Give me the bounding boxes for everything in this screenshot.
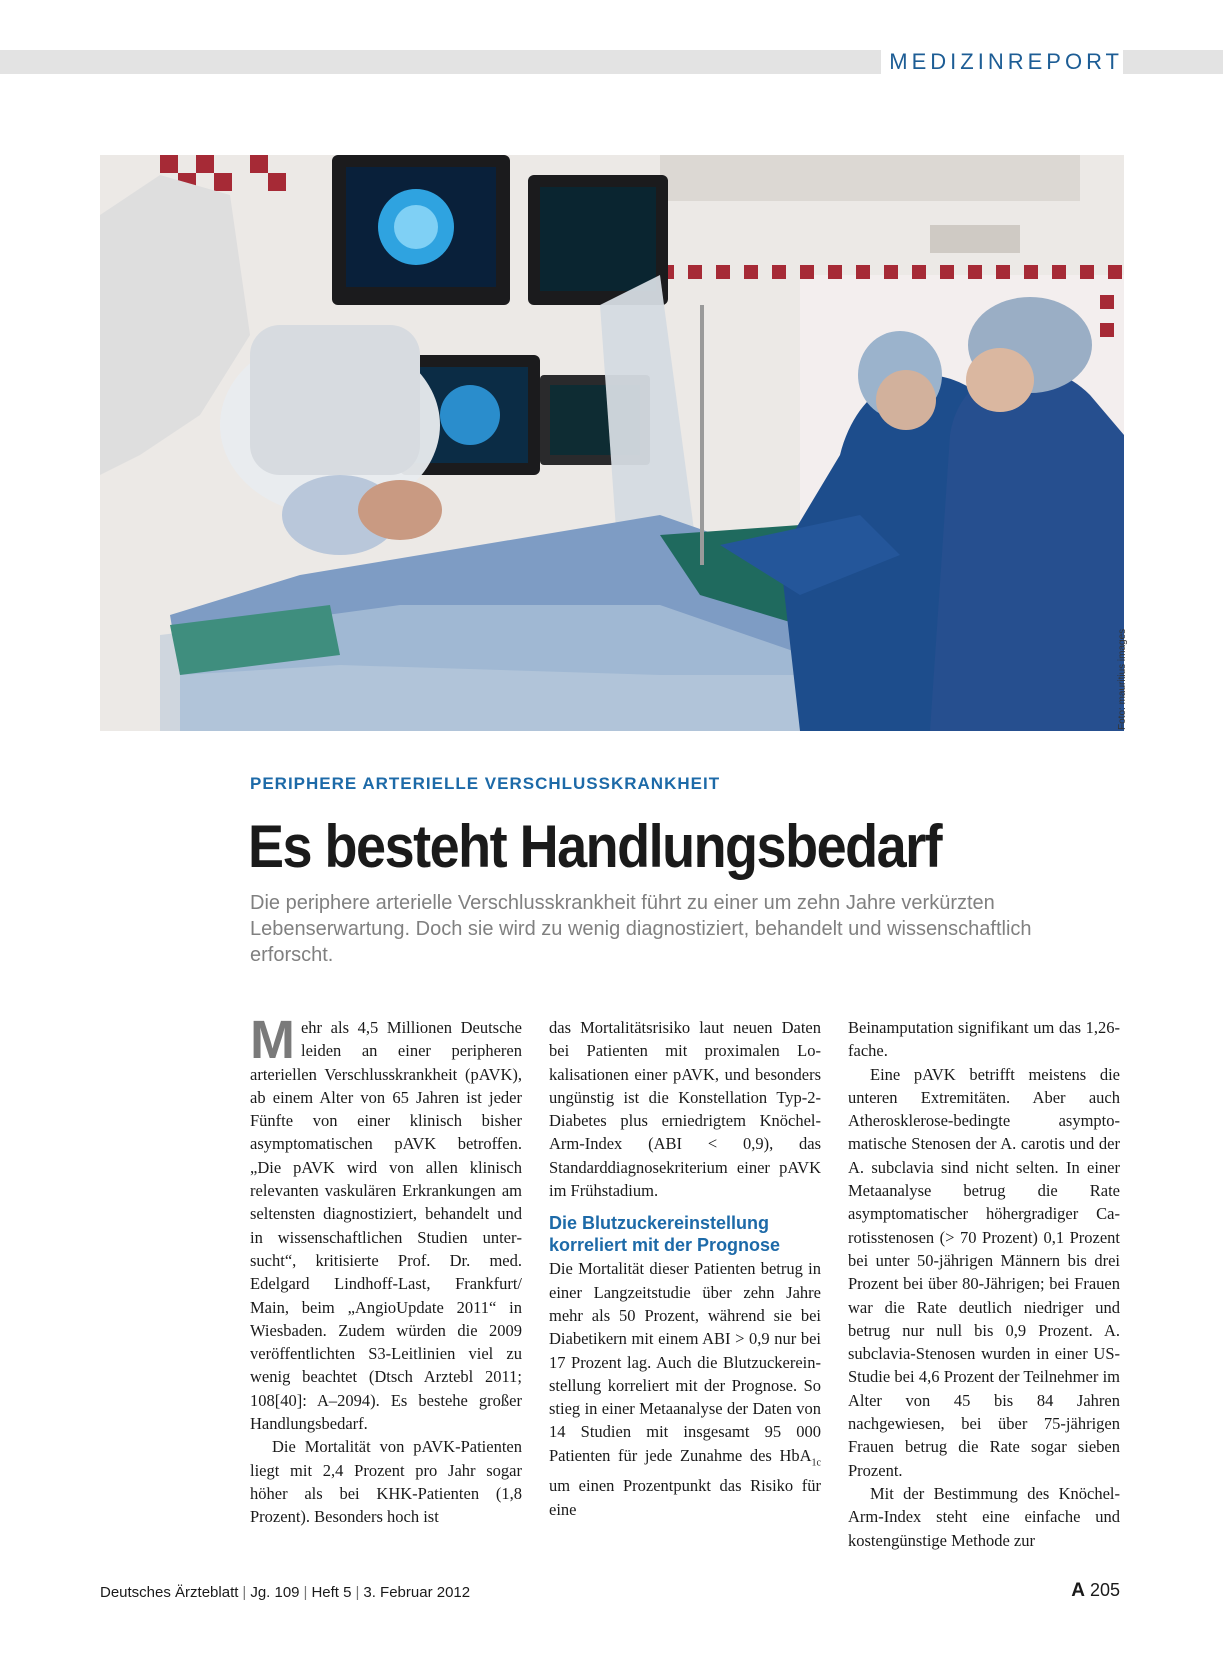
paragraph-text: um einen Prozentpunkt das Risiko für eine bbox=[549, 1476, 821, 1519]
paragraph-text: Die Mortalität dieser Patienten betrug in einer Langzeitstudie über zehn Jahre mehr als 50 Prozent, während sie bei Diabetikern mit einem ABI > 0,9 nur bei 17 Prozent lag. Auch die Blutzuckereinstellung korreliert mit der Prognose. So stieg in einer Metaanalyse der Daten von 14 Studien mit insgesamt 95 000 Patienten für jede Zunahme des HbA bbox=[549, 1259, 821, 1465]
paragraph: Beinamputation signifikant um das 1,26-fache. bbox=[848, 1018, 1120, 1061]
journal-name: Deutsches Ärzteblatt bbox=[100, 1584, 239, 1601]
text-column-2 bbox=[549, 1016, 821, 1521]
article-kicker: PERIPHERE ARTERIELLE VERSCHLUSSKRANKHEIT bbox=[250, 774, 721, 793]
page-number-value: 205 bbox=[1089, 1580, 1120, 1600]
paragraph: das Mortalitätsrisiko laut neuen Daten bei Patienten mit proximalen Lokalisationen einer pAVK, und besonders ungünstig ist die Konstellation Typ-2-Diabetes plus erniedrigtem Knöchel-Arm-Index (ABI < 0,9), das Standarddiagnosekriterium einer pAVK im Frühstadium. bbox=[549, 1018, 821, 1201]
article-lead: Die periphere arterielle Verschlusskrankheit führt zu einer um zehn Jahre verkürzten Lebenserwartung. Doch sie wird zu wenig diagnostiziert, behandelt und wissenschaftlich erforscht. bbox=[250, 892, 1032, 966]
article-title: Es besteht Handlungsbedarf bbox=[248, 813, 942, 881]
date: 3. Februar 2012 bbox=[363, 1584, 471, 1601]
section-label: MEDIZINREPORT bbox=[881, 48, 1123, 76]
paragraph: Eine pAVK betrifft meistens die unteren Extremitäten. Aber auch Atherosklerose-bedingte asymptomatische Stenosen der A. carotis und der A. subclavia sind nicht selten. In einer Metaanalyse betrug die Rate asymptomatischer höhergradiger Carotisstenosen (> 70 Prozent) 0,1 Prozent bei unter 50-jährigen Männern bis drei Prozent bei über 80-Jährigen; bei Frauen war die Rate deutlich niedriger und betrug nur null bis 0,9 Prozent. A. subclavia-Stenosen wurden in einer US-Studie bei 4,6 Prozent der Teilnehmer im Alter von 45 bis 84 Jahren nachgewiesen, bei über 75-jährigen Frauen betrug die Rate sogar sieben Prozent. bbox=[848, 1064, 1120, 1480]
text-column-3 bbox=[848, 1016, 1120, 1552]
paragraph-text: ehr als 4,5 Millionen Deutsche leiden an einer peripheren arteriellen Verschlusskrankheit (pAVK), ab einem Alter von 65 Jahren ist jeder Fünfte von einer klinisch bisher asymptomatischen pAVK betroffen. „Die pAVK wird von allen klinisch relevanten vaskulären Erkrankungen am seltensten diagnostiziert, behandelt und in wissenschaftlichen Studien untersucht“, kritisierte Prof. Dr. med. Edelgard Lindhoff-Last, Frankfurt/ Main, beim „AngioUpdate 2011“ in Wiesbaden. Zudem würden die 2009 veröffentlichten S3-Leitlinien viel zu wenig beachtet (Dtsch Arztebl 2011; 108[40]: A–2094). Es bestehe großer Handlungsbedarf. bbox=[250, 1018, 522, 1434]
volume: Jg. 109 bbox=[250, 1584, 300, 1601]
text-column-1 bbox=[250, 1010, 522, 1529]
drop-cap: M bbox=[250, 1010, 295, 1070]
photo-credit: Foto: mauritius images bbox=[1117, 628, 1128, 730]
article-photo bbox=[100, 155, 1124, 731]
footer-citation: Deutsches Ärzteblatt | Jg. 109 | Heft 5 | 3. Februar 2012 bbox=[100, 1584, 471, 1601]
article-subheading: Die Blutzuckereinstellung korreliert mit der Prognose bbox=[549, 1213, 781, 1256]
page-prefix: A bbox=[1071, 1580, 1085, 1601]
page-number bbox=[1071, 1580, 1120, 1602]
paragraph: Mit der Bestimmung des Knöchel-Arm-Index steht eine einfache und kostengünstige Methode zur bbox=[848, 1483, 1120, 1550]
paragraph bbox=[549, 1257, 821, 1521]
subscript: 1c bbox=[811, 1457, 821, 1469]
paragraph: Die Mortalität von pAVK-Patienten liegt mit 2,4 Prozent pro Jahr sogar höher als bei KHK-Patienten (1,8 Prozent). Besonders hoch ist bbox=[250, 1437, 522, 1527]
issue: Heft 5 bbox=[311, 1584, 352, 1601]
paragraph bbox=[250, 1010, 522, 1435]
